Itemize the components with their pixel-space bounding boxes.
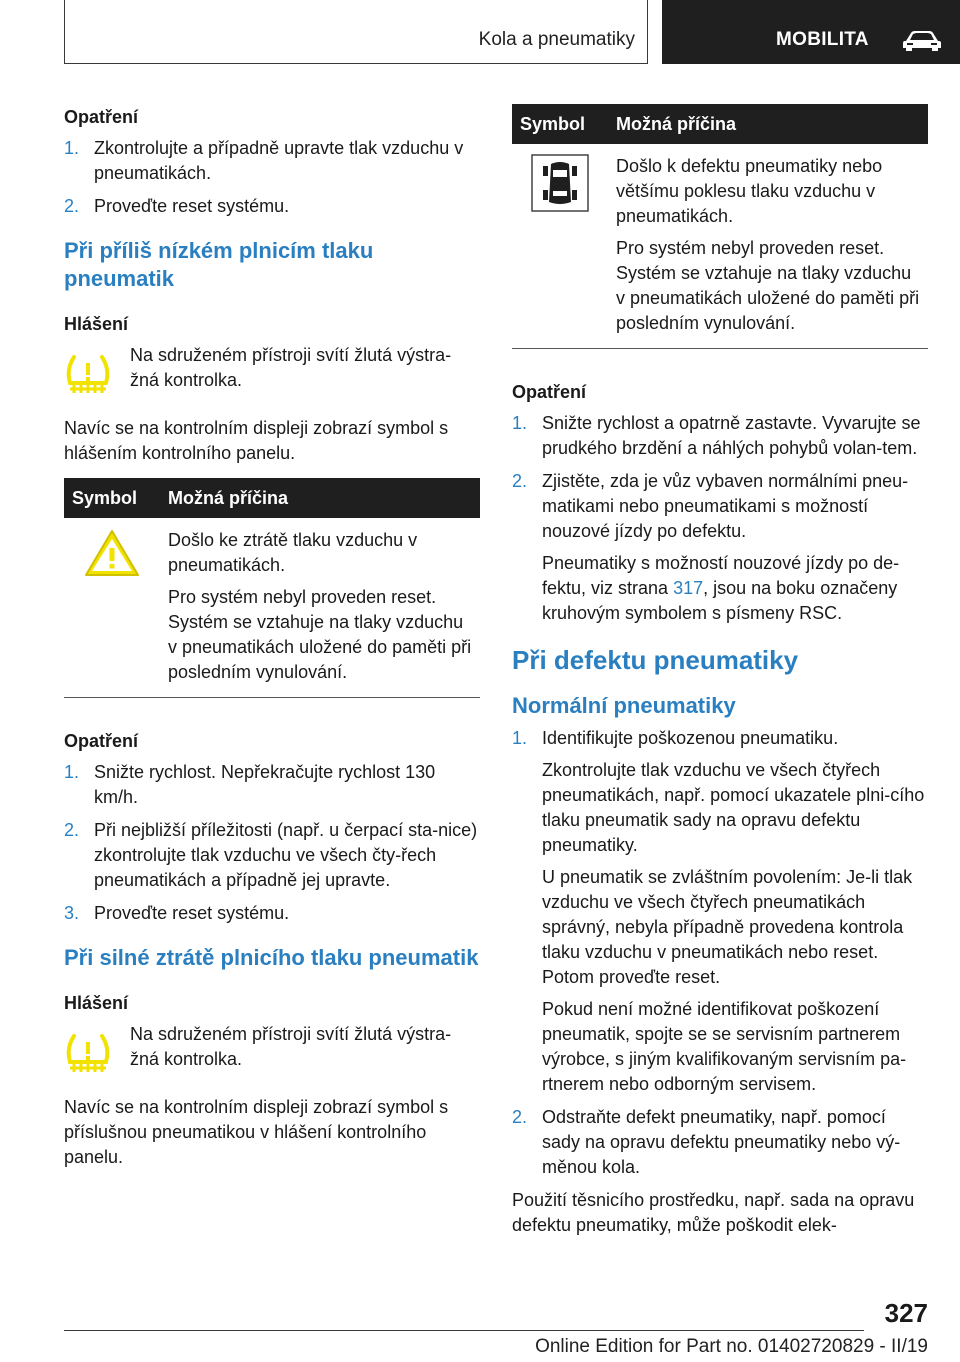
left-column bbox=[64, 104, 480, 1182]
measure-step: 1. Snižte rychlost a opatrně zastavte. Vyvarujte se prudkého brzdění a náhlých pohybů volan‐tem. bbox=[512, 413, 921, 458]
measure-step: 2. Odstraňte defekt pneumatiky, např. pomocí sady na opravu defektu pneumatiky nebo vý‐měnou kola. bbox=[512, 1107, 901, 1177]
tire-pressure-warning-icon bbox=[64, 355, 112, 395]
measure-step: 2. Při nejbližší příležitosti (např. u čerpací sta‐nice) zkontrolujte tlak vzduchu ve všech čty‐řech pneumatikách a případně jej upravte. bbox=[64, 820, 478, 890]
paragraph: Navíc se na kontrolním displeji zobrazí symbol s hlášením kontrolního panelu. bbox=[64, 418, 449, 463]
header-section-box bbox=[64, 0, 648, 64]
page-number: 327 bbox=[884, 1298, 928, 1328]
section-heading-strong-loss: Při silné ztrátě plnicího tlaku pneumatik bbox=[64, 945, 479, 970]
header-chapter-title: MOBILITA bbox=[776, 29, 869, 50]
right-column bbox=[512, 104, 928, 1250]
paragraph: Použití těsnicího prostředku, např. sada na opravu defektu pneumatiky, může poškodit elek‐ bbox=[512, 1190, 915, 1235]
table-header-cause: Možná příčina bbox=[160, 478, 480, 518]
table-row: Došlo ke ztrátě tlaku vzduchu v pneumatikách. Pro systém nebyl proveden reset. Systém se vztahuje na tlaky vzduchu v pneumatikách uložené do paměti při posledním vynulování. bbox=[64, 518, 480, 698]
measure-step: 3. Proveďte reset systému. bbox=[64, 903, 290, 923]
measure-step: 1. Zkontrolujte a případně upravte tlak vzduchu v pneumatikách. bbox=[64, 138, 464, 183]
message-text: Na sdruženém přístroji svítí žlutá výstra‐žná kontrolka. bbox=[130, 1024, 452, 1069]
subsection-heading-normal-tires: Normální pneumatiky bbox=[512, 693, 736, 718]
message-text: Na sdruženém přístroji svítí žlutá výstra‐žná kontrolka. bbox=[130, 345, 452, 390]
warning-triangle-icon bbox=[83, 528, 141, 578]
table-header-symbol: Symbol bbox=[64, 478, 160, 518]
paragraph: Navíc se na kontrolním displeji zobrazí symbol s příslušnou pneumatikou v hlášení kontrolního panelu. bbox=[64, 1097, 449, 1167]
message-row bbox=[64, 1022, 480, 1079]
car-icon bbox=[902, 29, 942, 51]
measure-step: 2. Zjistěte, zda je vůz vybaven normálními pneu‐matikami nebo pneumatikami s možností nouzové jízdy po defektu. Pneumatiky s možností nouzové jízdy po de‐fektu, viz strana 317, jsou na boku označeny kruhovým symbolem s písmeny RSC. bbox=[512, 471, 909, 623]
header-chapter-box bbox=[662, 0, 960, 64]
symbol-table bbox=[64, 478, 480, 698]
page-reference-link[interactable]: 317 bbox=[673, 578, 704, 598]
table-header-symbol: Symbol bbox=[512, 104, 608, 144]
message-label: Hlášení bbox=[64, 314, 129, 334]
message-label: Hlášení bbox=[64, 993, 129, 1013]
message-row bbox=[64, 343, 480, 400]
measures-label: Opatření bbox=[64, 731, 139, 751]
tire-pressure-warning-icon bbox=[64, 1034, 112, 1074]
table-header-cause: Možná příčina bbox=[608, 104, 928, 144]
measure-step: 2. Proveďte reset systému. bbox=[64, 196, 290, 216]
car-tires-icon bbox=[531, 154, 589, 212]
measure-step: 1. Identifikujte poškozenou pneumatiku. Zkontrolujte tlak vzduchu ve všech čtyřech pneumatikách, např. pomocí ukazatele plni‐cího tlaku pneumatik sady na opravu defektu pneumatiky. U pneumatik se zvláštním povolením: Je-li tlak vzduchu ve všech čtyřech pneumatikách správný, nebyla případně provedena kontrola tlaku vzduchu v pneumatikách nebo reset. Potom proveďte reset. Pokud není možné identifikovat poškození pneumatik, spojte se se servisním partnerem výrobce, s jiným kvalifikovaným servisním pa‐rtnerem nebo odborným servisem. bbox=[512, 728, 925, 1094]
section-heading-tire-defect: Při defektu pneumatiky bbox=[512, 645, 799, 675]
header-section-title: Kola a pneumatiky bbox=[478, 29, 635, 50]
section-heading-low-pressure: Při příliš nízkém plnicím tlaku pneumatik bbox=[64, 238, 374, 291]
table-row: Došlo k defektu pneumatiky nebo většímu poklesu tlaku vzduchu v pneumatikách. Pro systém nebyl proveden reset. Systém se vztahuje na tlaky vzduchu v pneumatikách uložené do paměti při posledním vynulování. bbox=[512, 144, 928, 349]
symbol-table bbox=[512, 104, 928, 349]
footer-divider bbox=[64, 1330, 864, 1331]
measures-label: Opatření bbox=[64, 107, 139, 127]
footer-edition: Online Edition for Part no. 01402720829 - II/19 bbox=[535, 1336, 928, 1357]
measures-label: Opatření bbox=[512, 382, 587, 402]
measure-step: 1. Snižte rychlost. Nepřekračujte rychlost 130 km/h. bbox=[64, 762, 436, 807]
